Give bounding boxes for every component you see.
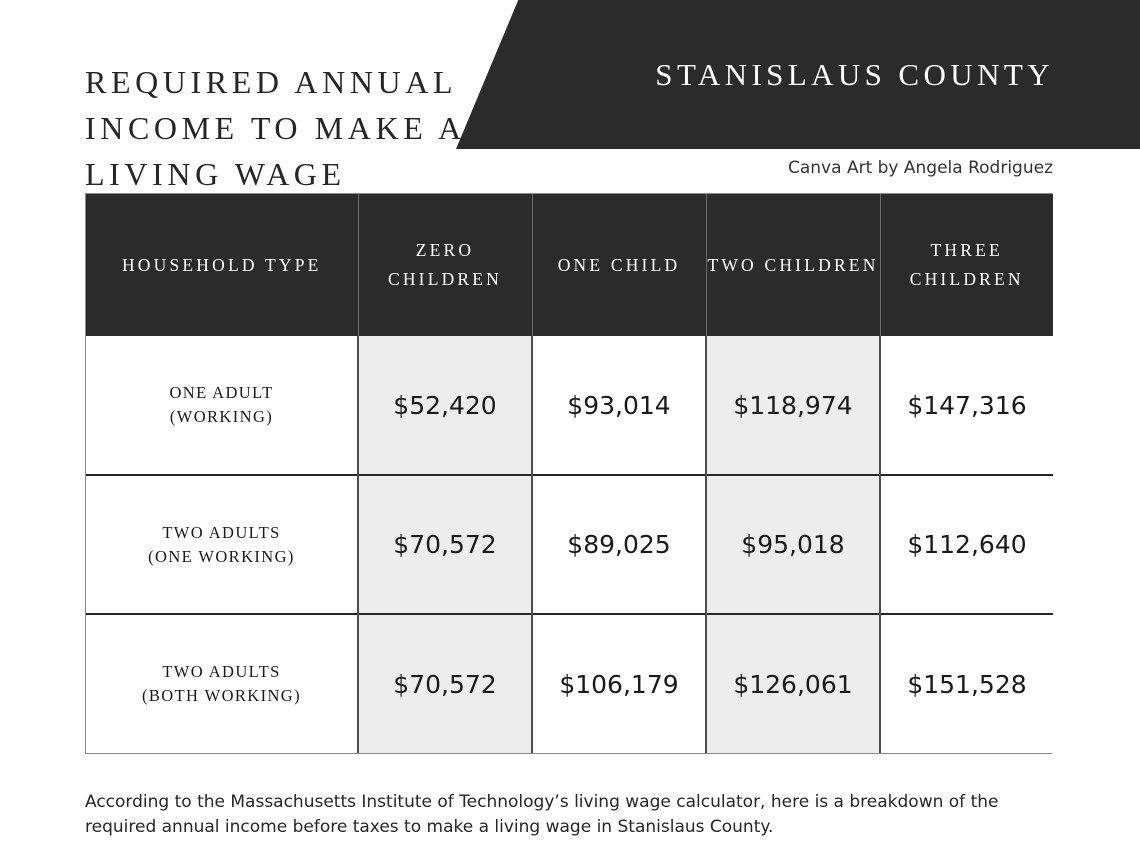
cell-two-adults-both-working-three-children: $151,528 — [880, 614, 1053, 753]
artwork-credit: Canva Art by Angela Rodriguez — [788, 158, 1053, 178]
row-label-two-adults-one-working — [86, 475, 358, 614]
cell-two-adults-both-working-zero-children: $70,572 — [358, 614, 532, 753]
column-header-two-children: TWO CHILDREN — [706, 194, 880, 336]
column-header-one-child: ONE CHILD — [532, 194, 706, 336]
household-qualifier: (WORKING) — [169, 407, 274, 426]
cell-two-adults-one-working-zero-children: $70,572 — [358, 475, 532, 614]
row-label-two-adults-both-working — [86, 614, 358, 753]
cell-one-adult-two-children: $118,974 — [706, 336, 880, 475]
cell-one-adult-one-child: $93,014 — [532, 336, 706, 475]
living-wage-table — [85, 193, 1052, 754]
table-row — [86, 475, 1053, 614]
household-name: TWO ADULTS — [162, 662, 281, 681]
household-qualifier: (BOTH WORKING) — [141, 686, 302, 705]
cell-two-adults-both-working-two-children: $126,061 — [706, 614, 880, 753]
county-name: STANISLAUS COUNTY — [655, 56, 1054, 92]
row-label-one-adult — [86, 336, 358, 475]
column-header-zero-children: ZERO CHILDREN — [358, 194, 532, 336]
table-header-row — [86, 194, 1053, 336]
household-qualifier: (ONE WORKING) — [148, 546, 295, 566]
column-header-three-children: THREE CHILDREN — [880, 194, 1053, 336]
household-name: ONE ADULT — [169, 383, 274, 402]
cell-one-adult-three-children: $147,316 — [880, 336, 1053, 475]
cell-two-adults-both-working-one-child: $106,179 — [532, 614, 706, 753]
cell-two-adults-one-working-one-child: $89,025 — [532, 475, 706, 614]
cell-one-adult-zero-children: $52,420 — [358, 336, 532, 475]
source-note: According to the Massachusetts Institute of Technology’s living wage calculator, here is a breakdown of the required annual income before taxes to make a living wage in Stanislaus County. — [85, 792, 999, 837]
cell-two-adults-one-working-three-children: $112,640 — [880, 475, 1053, 614]
table-row — [86, 336, 1053, 475]
page-title: REQUIRED ANNUAL INCOME TO MAKE A LIVING WAGE — [85, 64, 465, 193]
household-name: TWO ADULTS — [162, 522, 281, 542]
cell-two-adults-one-working-two-children: $95,018 — [706, 475, 880, 614]
column-header-household-type: HOUSEHOLD TYPE — [86, 194, 358, 336]
table-row — [86, 614, 1053, 753]
